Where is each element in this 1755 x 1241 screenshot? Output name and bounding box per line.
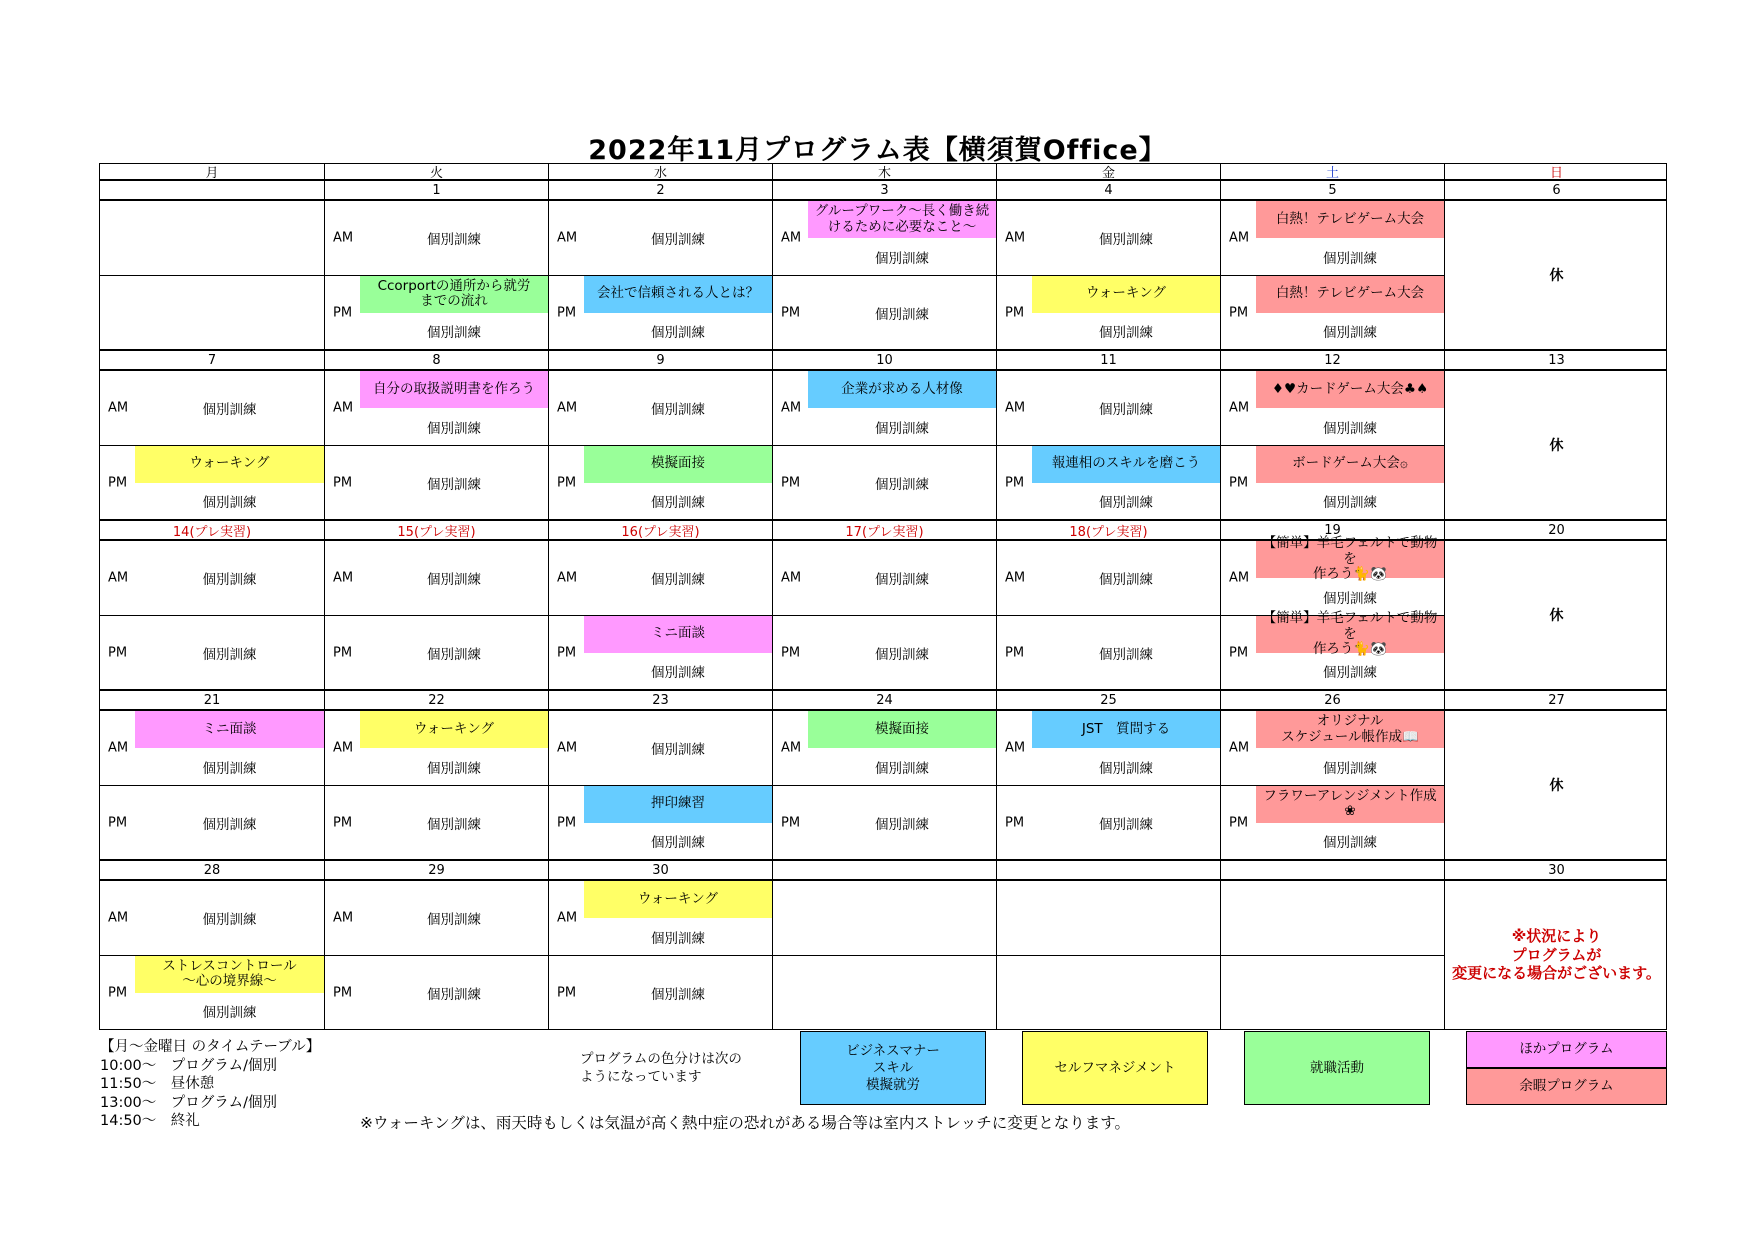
am-label: AM [557, 910, 578, 926]
pm-label: PM [333, 985, 353, 1000]
date-row [99, 690, 1667, 710]
date-label: 26 [1220, 691, 1444, 709]
pm-slot [997, 445, 1220, 519]
day-cell [324, 711, 548, 859]
program-title: ウォーキング [584, 881, 772, 918]
program-title: 報連相のスキルを磨こう [1032, 446, 1220, 483]
program-title: 【簡単】羊毛フェルトで動物を 作ろう🐈🐼 [1256, 541, 1444, 578]
timetable-row: 11:50～ 昼休憩 [100, 1076, 215, 1092]
individual-training-label: 個別訓練 [202, 912, 257, 928]
pm-label: PM [557, 305, 577, 320]
program-title: ウォーキング [360, 711, 548, 748]
am-slot [997, 201, 1220, 275]
day-cell [1220, 371, 1444, 519]
pm-label: PM [1229, 645, 1249, 660]
pm-slot [549, 615, 772, 689]
individual-training-label: 個別訓練 [427, 324, 481, 341]
individual-training-label: 個別訓練 [1323, 250, 1377, 267]
day-cell [1220, 881, 1444, 1029]
individual-training-label: 個別訓練 [651, 402, 705, 418]
pm-slot [325, 785, 548, 859]
pm-slot [997, 615, 1220, 689]
am-slot [773, 201, 996, 275]
individual-training-label: 個別訓練 [651, 930, 705, 947]
day-cell [100, 371, 324, 519]
date-label: 27 [1444, 691, 1668, 709]
individual-training-label: 個別訓練 [202, 1004, 257, 1021]
pm-slot [1221, 785, 1444, 859]
day-cell [996, 541, 1220, 689]
legend-intro: プログラムの色分けは次の ようになっています [580, 1051, 742, 1085]
date-row [99, 180, 1667, 200]
am-label: AM [781, 230, 802, 246]
program-title: ウォーキング [1032, 276, 1220, 313]
am-slot [325, 541, 548, 615]
individual-training-label: 個別訓練 [1099, 324, 1153, 341]
individual-training-label: 個別訓練 [427, 572, 481, 588]
pm-label: PM [1005, 815, 1025, 830]
individual-training-label: 個別訓練 [651, 664, 705, 681]
am-slot [773, 541, 996, 615]
timetable-row: 13:00～ プログラム/個別 [100, 1094, 278, 1111]
date-label: 6 [1444, 181, 1668, 199]
day-cell [100, 711, 324, 859]
closed-day-label: 休 [1549, 268, 1564, 284]
pm-slot [325, 615, 548, 689]
date-label: 20 [1444, 521, 1668, 539]
am-slot [100, 201, 324, 275]
pm-label: PM [1005, 305, 1025, 320]
individual-training-label: 個別訓練 [202, 402, 257, 418]
individual-training-label: 個別訓練 [651, 834, 705, 851]
program-title: ストレスコントロール ～心の境界線～ [135, 956, 324, 993]
am-slot [325, 711, 548, 785]
day-cell [772, 201, 996, 349]
empty-slot [997, 955, 1220, 1029]
program-title: 押印練習 [584, 786, 772, 823]
date-label: 4 [996, 181, 1220, 199]
program-title: ウォーキング [135, 446, 324, 483]
program-title: 白熱！テレビゲーム大会 [1256, 276, 1444, 313]
am-label: AM [108, 740, 129, 756]
date-label: 2 [548, 181, 772, 199]
empty-slot [1221, 955, 1444, 1029]
am-label: AM [557, 740, 578, 756]
day-cell [996, 711, 1220, 859]
closed-day-label: 休 [1549, 608, 1564, 624]
am-slot [325, 371, 548, 445]
program-title: フラワーアレンジメント作成❀ [1256, 786, 1444, 823]
am-label: AM [557, 570, 578, 586]
pm-slot [773, 785, 996, 859]
page-title: 2022年11月プログラム表【横須賀Office】 [588, 135, 1167, 166]
individual-training-label: 個別訓練 [875, 572, 929, 588]
am-slot [549, 371, 772, 445]
date-label [100, 181, 324, 199]
am-slot [100, 371, 324, 445]
pm-label: PM [1005, 645, 1025, 660]
individual-training-label: 個別訓練 [202, 646, 257, 663]
day-cell [548, 541, 772, 689]
pm-label: PM [108, 475, 128, 490]
individual-training-label: 個別訓練 [875, 476, 929, 493]
am-label: AM [1229, 740, 1250, 756]
individual-training-label: 個別訓練 [1323, 834, 1377, 851]
date-label: 17(プレ実習) [772, 521, 996, 539]
pm-label: PM [1229, 475, 1249, 490]
pm-label: PM [781, 815, 801, 830]
schedule-change-note: ※状況により プログラムが 変更になる場合がございます。 [1452, 926, 1661, 983]
am-label: AM [557, 230, 578, 246]
empty-slot [773, 955, 996, 1029]
pm-slot [325, 955, 548, 1029]
day-cell [548, 201, 772, 349]
date-label: 7 [207, 352, 217, 368]
am-label: AM [557, 400, 578, 416]
program-title: 模擬面接 [584, 446, 772, 483]
program-title: グループワーク～長く働き続 けるために必要なこと～ [808, 201, 996, 238]
individual-training-label: 個別訓練 [1099, 232, 1153, 248]
individual-training-label: 個別訓練 [1099, 646, 1153, 663]
pm-label: PM [333, 815, 353, 830]
individual-training-label: 個別訓練 [427, 646, 481, 663]
am-slot [549, 201, 772, 275]
pm-label: PM [557, 985, 577, 1000]
am-slot [997, 371, 1220, 445]
am-label: AM [781, 570, 802, 586]
date-label: 22 [324, 691, 548, 709]
walking-footnote: ※ウォーキングは、雨天時もしくは気温が高く熱中症の恐れがある場合等は室内ストレッチに変更となります。 [360, 1114, 1131, 1132]
individual-training-label: 個別訓練 [1099, 572, 1153, 588]
pm-slot [549, 785, 772, 859]
am-slot [100, 881, 324, 955]
weekday-header-row [99, 163, 1667, 180]
week-row [99, 200, 1667, 350]
legend-other-program: ほかプログラム [1466, 1031, 1667, 1068]
date-label [996, 861, 1220, 879]
am-slot [1221, 711, 1444, 785]
individual-training-label: 個別訓練 [202, 760, 257, 777]
pm-label: PM [1229, 815, 1249, 830]
am-slot [1221, 201, 1444, 275]
day-cell [100, 541, 324, 689]
pm-slot [100, 275, 324, 349]
pm-slot [773, 275, 996, 349]
program-title: ボードゲーム大会۞ [1256, 446, 1444, 483]
individual-training-label: 個別訓練 [651, 494, 705, 511]
pm-label: PM [557, 815, 577, 830]
pm-label: PM [333, 475, 353, 490]
program-title: ミニ面談 [135, 711, 324, 748]
day-cell [324, 201, 548, 349]
pm-slot [100, 785, 324, 859]
pm-label: PM [557, 645, 577, 660]
date-label: 13 [1444, 351, 1668, 369]
day-cell [772, 541, 996, 689]
am-label: AM [781, 400, 802, 416]
am-label: AM [333, 740, 354, 756]
week-row [99, 710, 1667, 860]
date-label: 18(プレ実習) [996, 521, 1220, 539]
individual-training-label: 個別訓練 [427, 420, 481, 437]
pm-label: PM [1005, 475, 1025, 490]
am-label: AM [333, 400, 354, 416]
week-row [99, 880, 1667, 1030]
am-slot [1221, 535, 1444, 615]
pm-slot [997, 275, 1220, 349]
date-label: 30 [1444, 861, 1668, 879]
am-label: AM [333, 910, 354, 926]
individual-training-label: 個別訓練 [1323, 760, 1377, 777]
program-title: ミニ面談 [584, 616, 772, 653]
individual-training-label: 個別訓練 [651, 986, 705, 1003]
date-label: 10 [772, 351, 996, 369]
date-label: 30 [548, 861, 772, 879]
individual-training-label: 個別訓練 [875, 250, 929, 267]
date-label: 29 [324, 861, 548, 879]
am-slot [997, 541, 1220, 615]
pm-slot [100, 955, 324, 1029]
individual-training-label: 個別訓練 [875, 760, 929, 777]
day-cell [996, 201, 1220, 349]
pm-slot [100, 615, 324, 689]
day-cell [324, 371, 548, 519]
individual-training-label: 個別訓練 [875, 816, 929, 833]
program-title: JST 質問する [1032, 711, 1220, 748]
date-label: 23 [548, 691, 772, 709]
day-cell [100, 201, 324, 349]
date-row [99, 350, 1667, 370]
am-label: AM [1229, 570, 1250, 586]
individual-training-label: 個別訓練 [427, 816, 481, 833]
pm-slot [549, 955, 772, 1029]
day-cell [1220, 201, 1444, 349]
day-cell [1444, 201, 1668, 349]
individual-training-label: 個別訓練 [1323, 420, 1377, 437]
date-label: 8 [324, 351, 548, 369]
pm-label: PM [781, 645, 801, 660]
day-cell [996, 881, 1220, 1029]
pm-slot [549, 445, 772, 519]
am-label: AM [333, 230, 354, 246]
pm-label: PM [781, 475, 801, 490]
individual-training-label: 個別訓練 [651, 572, 705, 588]
pm-label: PM [108, 645, 128, 660]
am-label: AM [1005, 400, 1026, 416]
am-slot [100, 541, 324, 615]
pm-label: PM [1229, 305, 1249, 320]
day-cell [772, 371, 996, 519]
legend-leisure-program: 余暇プログラム [1466, 1068, 1667, 1105]
day-cell [1220, 711, 1444, 859]
weekday-header: 金 [996, 164, 1220, 179]
day-cell [548, 371, 772, 519]
pm-slot [773, 615, 996, 689]
pm-label: PM [333, 305, 353, 320]
pm-label: PM [333, 645, 353, 660]
weekday-header: 水 [548, 164, 772, 179]
individual-training-label: 個別訓練 [427, 232, 481, 248]
day-cell [100, 881, 324, 1029]
am-label: AM [1229, 230, 1250, 246]
program-title: 模擬面接 [808, 711, 996, 748]
am-label: AM [1229, 400, 1250, 416]
day-cell [324, 541, 548, 689]
program-title: 自分の取扱説明書を作ろう [360, 371, 548, 408]
weekday-header: 日 [1444, 164, 1668, 179]
am-slot [549, 541, 772, 615]
individual-training-label: 個別訓練 [427, 912, 481, 928]
individual-training-label: 個別訓練 [651, 232, 705, 248]
day-cell [324, 881, 548, 1029]
program-title: ♦♥カードゲーム大会♣♠ [1256, 371, 1444, 408]
weekday-header: 土 [1220, 164, 1444, 179]
date-label: 5 [1220, 181, 1444, 199]
day-cell [1444, 711, 1668, 859]
date-row [99, 860, 1667, 880]
individual-training-label: 個別訓練 [875, 306, 929, 323]
day-cell [1444, 541, 1668, 689]
day-cell [772, 711, 996, 859]
pm-slot [100, 445, 324, 519]
date-label: 15(プレ実習) [324, 521, 548, 539]
individual-training-label: 個別訓練 [1323, 324, 1377, 341]
am-slot [325, 201, 548, 275]
program-title: 会社で信頼される人とは？ [584, 276, 772, 313]
day-cell [1444, 881, 1668, 1029]
pm-label: PM [108, 985, 128, 1000]
week-row [99, 370, 1667, 520]
pm-slot [549, 275, 772, 349]
am-label: AM [1005, 230, 1026, 246]
date-label: 11 [996, 351, 1220, 369]
pm-slot [325, 275, 548, 349]
day-cell [996, 371, 1220, 519]
individual-training-label: 個別訓練 [875, 420, 929, 437]
am-label: AM [1005, 740, 1026, 756]
am-slot [549, 711, 772, 785]
legend-business-manner: ビジネスマナー スキル 模擬就労 [800, 1031, 986, 1105]
am-label: AM [108, 400, 129, 416]
pm-label: PM [108, 815, 128, 830]
timetable-heading: 【月～金曜日 のタイムテーブル】 [100, 1039, 321, 1055]
closed-day-label: 休 [1549, 778, 1564, 794]
pm-slot [1221, 609, 1444, 689]
pm-slot [1221, 275, 1444, 349]
am-label: AM [781, 740, 802, 756]
timetable-row: 10:00～ プログラム/個別 [100, 1057, 278, 1074]
individual-training-label: 個別訓練 [875, 646, 929, 663]
am-slot [100, 711, 324, 785]
am-slot [773, 711, 996, 785]
am-slot [773, 371, 996, 445]
program-title: オリジナル スケジュール帳作成📖 [1256, 711, 1444, 748]
individual-training-label: 個別訓練 [1323, 494, 1377, 511]
calendar-grid [99, 163, 1667, 1033]
am-label: AM [108, 910, 129, 926]
date-label: 9 [548, 351, 772, 369]
day-cell [1444, 371, 1668, 519]
pm-slot [325, 445, 548, 519]
date-label [1220, 861, 1444, 879]
date-label: 14(プレ実習) [172, 524, 252, 540]
individual-training-label: 個別訓練 [1099, 760, 1153, 777]
date-label: 24 [772, 691, 996, 709]
am-label: AM [1005, 570, 1026, 586]
am-slot [325, 881, 548, 955]
date-label [772, 861, 996, 879]
pm-slot [773, 445, 996, 519]
individual-training-label: 個別訓練 [1099, 402, 1153, 418]
program-title: 企業が求める人材像 [808, 371, 996, 408]
pm-label: PM [781, 305, 801, 320]
individual-training-label: 個別訓練 [427, 760, 481, 777]
weekday-header: 木 [772, 164, 996, 179]
individual-training-label: 個別訓練 [427, 986, 481, 1003]
individual-training-label: 個別訓練 [1099, 494, 1153, 511]
legend-self-management: セルフマネジメント [1022, 1031, 1208, 1105]
individual-training-label: 個別訓練 [1099, 816, 1153, 833]
am-label: AM [333, 570, 354, 586]
date-label: 25 [996, 691, 1220, 709]
day-cell [548, 711, 772, 859]
day-cell [772, 881, 996, 1029]
date-label: 12 [1220, 351, 1444, 369]
timetable-row: 14:50～ 終礼 [100, 1113, 200, 1129]
am-label: AM [108, 570, 129, 586]
week-row [99, 535, 1667, 690]
am-slot [1221, 371, 1444, 445]
date-label: 28 [203, 862, 221, 878]
program-title: 白熱！テレビゲーム大会 [1256, 201, 1444, 238]
day-cell [548, 881, 772, 1029]
legend-job-hunting: 就職活動 [1244, 1031, 1430, 1105]
individual-training-label: 個別訓練 [1323, 664, 1377, 681]
pm-slot [997, 785, 1220, 859]
day-cell [1220, 535, 1444, 689]
weekday-header: 月 [205, 166, 219, 181]
program-title: 【簡単】羊毛フェルトで動物を 作ろう🐈🐼 [1256, 616, 1444, 653]
date-label: 19 [1220, 521, 1444, 539]
individual-training-label: 個別訓練 [1323, 590, 1377, 607]
timetable [100, 1038, 320, 1131]
program-title: Ccorportの通所から就労 までの流れ [360, 276, 548, 313]
weekday-header: 火 [324, 164, 548, 179]
date-label: 1 [324, 181, 548, 199]
date-label: 3 [772, 181, 996, 199]
individual-training-label: 個別訓練 [202, 572, 257, 588]
am-slot [549, 881, 772, 955]
closed-day-label: 休 [1549, 438, 1564, 454]
date-label: 21 [203, 692, 221, 708]
individual-training-label: 個別訓練 [202, 494, 257, 511]
date-label: 16(プレ実習) [548, 521, 772, 539]
individual-training-label: 個別訓練 [202, 816, 257, 833]
individual-training-label: 個別訓練 [651, 324, 705, 341]
individual-training-label: 個別訓練 [651, 742, 705, 758]
individual-training-label: 個別訓練 [427, 476, 481, 493]
pm-slot [1221, 445, 1444, 519]
pm-label: PM [557, 475, 577, 490]
am-slot [997, 711, 1220, 785]
